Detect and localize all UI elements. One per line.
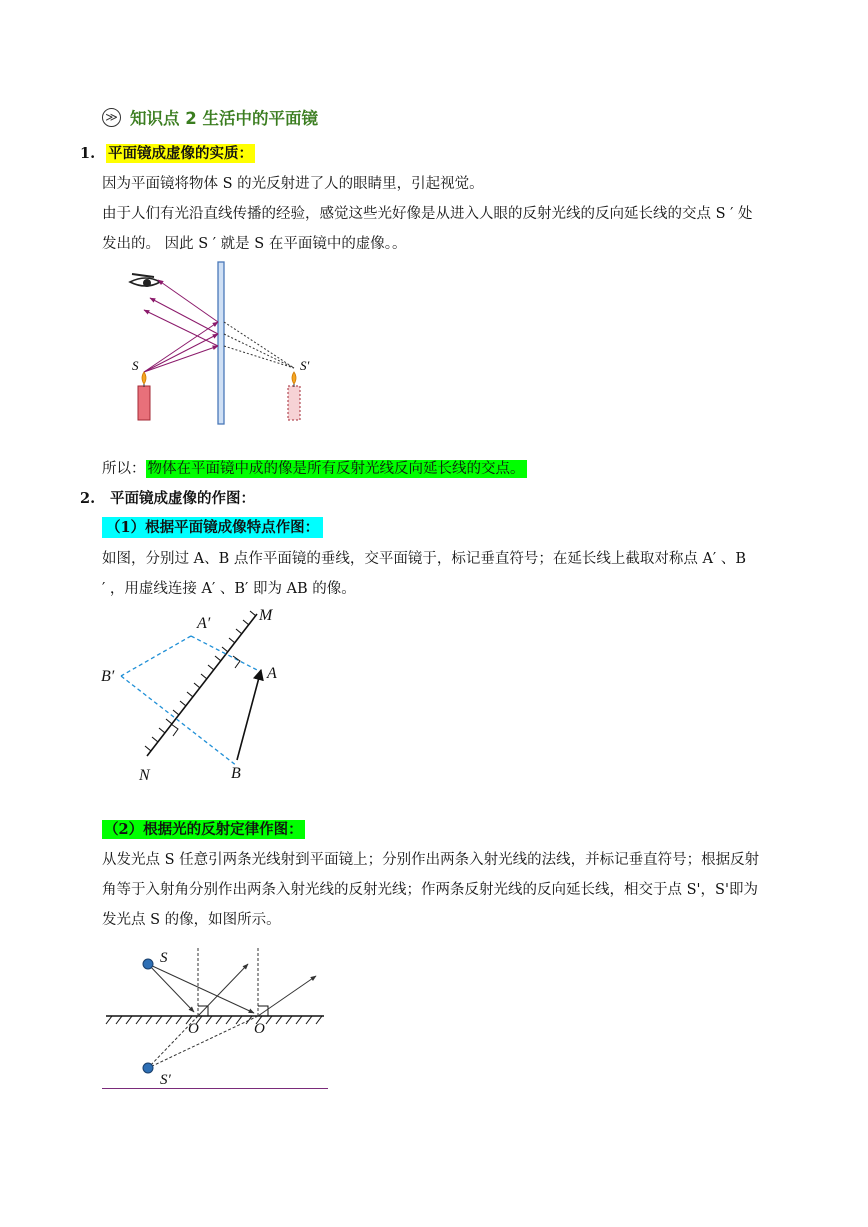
right-angle-mark-top: [233, 656, 240, 668]
surface-hatches: [106, 1016, 322, 1024]
label-s-prime-2: S′: [160, 1072, 171, 1088]
candle-virtual: [288, 372, 300, 420]
item2-title: 平面镜成虚像的作图：: [110, 490, 255, 507]
double-chevron-right-icon: ≫: [102, 108, 121, 127]
sub1-paragraph-b: ′ ，用虚线连接 A′ 、B′ 即为 AB 的像。: [102, 581, 356, 597]
item1-paragraph-2a: 由于人们有光沿直线传播的经验，感觉这些光好像是从进入人眼的反射光线的反向延长线的交点 S ′ 处: [102, 206, 753, 222]
section-heading: [102, 104, 318, 130]
mirror: [218, 262, 224, 424]
source-point-s: [143, 959, 153, 969]
footer-rule: [102, 1088, 328, 1089]
object-arrow-ab: [237, 670, 261, 760]
label-b: B: [231, 765, 241, 782]
figure-candle-mirror: [110, 260, 330, 430]
image-point-s-prime: [143, 1063, 153, 1073]
eye-icon: [130, 274, 160, 287]
section-heading-text: 知识点 2 生活中的平面镜: [130, 109, 318, 128]
label-s-2: S: [160, 950, 168, 966]
reflected-rays: [144, 280, 218, 346]
incident-rays: [144, 322, 218, 372]
item1-paragraph-2b: 发出的。 因此 S ′ 就是 S 在平面镜中的虚像。。: [102, 236, 407, 252]
label-a: A: [267, 665, 277, 682]
sub2-title: （2）根据光的反射定律作图：: [104, 821, 303, 838]
right-angle-mark-bottom: [171, 724, 178, 736]
mirror-hatches: [145, 611, 256, 751]
virtual-extensions-2: [148, 1016, 258, 1068]
mirror-line: [147, 614, 257, 756]
item1-number: 1.: [80, 145, 96, 162]
conclusion-prefix: 所以：: [102, 461, 146, 477]
sub2-paragraph-2: 角等于入射角分别作出两条入射光线的反射光线；作两条反射光线的反向延长线，相交于点 S'，S'即为: [102, 882, 758, 898]
item1-paragraph-1: 因为平面镜将物体 S 的光反射进了人的眼睛里，引起视觉。: [102, 176, 484, 192]
label-m: M: [259, 607, 273, 624]
label-b-prime: B′: [101, 668, 115, 685]
reflected-rays-2: [198, 964, 316, 1016]
label-s: S: [132, 358, 139, 373]
conclusion-highlight: 物体在平面镜中成的像是所有反射光线反向延长线的交点。: [147, 461, 525, 477]
sub1-paragraph-a: 如图，分别过 A、B 点作平面镜的垂线，交平面镜于，标记垂直符号；在延长线上截取对称点 A′ 、B: [102, 551, 746, 567]
sub2-paragraph-3: 发光点 S 的像，如图所示。: [102, 912, 281, 928]
sub2-paragraph-1: 从发光点 S 任意引两条光线射到平面镜上；分别作出两条入射光线的法线，并标记垂直符号；根据反射: [102, 852, 760, 868]
label-n: N: [139, 767, 150, 784]
item1-title: 平面镜成虚像的实质：: [108, 145, 253, 162]
sub1-title: （1）根据平面镜成像特点作图：: [102, 518, 323, 538]
label-s-prime: S′: [300, 358, 310, 373]
label-o-2: O: [254, 1021, 265, 1037]
virtual-extensions: [224, 322, 294, 368]
conclusion-line: [102, 459, 527, 479]
figure-symmetry: [95, 600, 295, 790]
label-a-prime: A′: [197, 615, 211, 632]
label-o-1: O: [188, 1021, 199, 1037]
figure-reflection-law: [102, 940, 332, 1090]
candle-real: [138, 372, 150, 420]
item2-number: 2.: [80, 490, 96, 507]
